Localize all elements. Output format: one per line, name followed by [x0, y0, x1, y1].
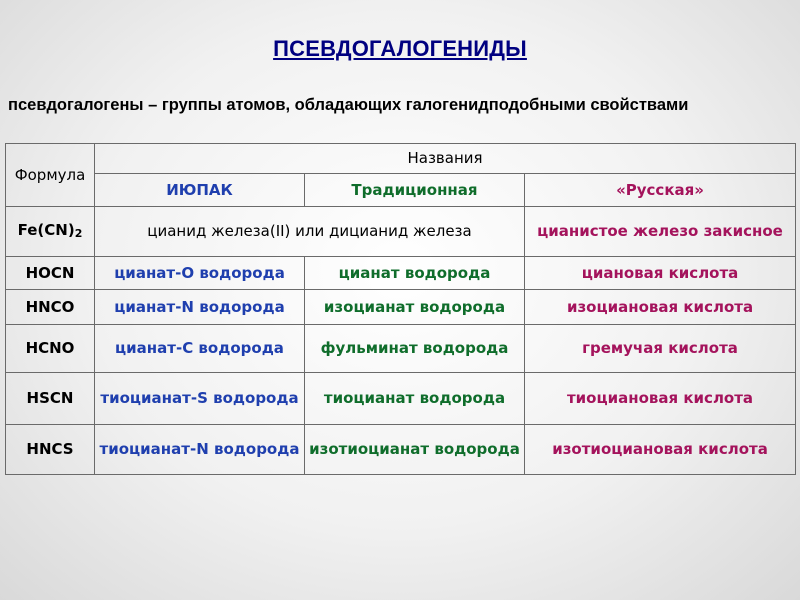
fe-russian-name: цианистое железо закисное [525, 207, 796, 257]
formula-cell: HNCS [6, 425, 95, 475]
traditional-name: изотиоцианат водорода [305, 425, 525, 475]
formula-subscript: 2 [74, 226, 83, 240]
russian-name: изотиоциановая кислота [525, 425, 796, 475]
subtitle: псевдогалогены – группы атомов, обладающих галогенидподобными свойствами [8, 96, 689, 114]
pseudohalides-table [5, 143, 796, 475]
formula-cell-fe [6, 207, 95, 257]
formula-cell: HOCN [6, 257, 95, 290]
names-header: Названия [95, 144, 796, 174]
traditional-name: тиоцианат водорода [305, 373, 525, 425]
formula-cell: HCNO [6, 325, 95, 373]
russian-name: тиоциановая кислота [525, 373, 796, 425]
fe-iupac-traditional-name: цианид железа(II) или дицианид железа [95, 207, 525, 257]
formula-cell: HSCN [6, 373, 95, 425]
russian-name: циановая кислота [525, 257, 796, 290]
formula-cell: HNCO [6, 290, 95, 325]
formula-header: Формула [6, 144, 95, 207]
traditional-name: изоцианат водорода [305, 290, 525, 325]
traditional-column-header: Традиционная [305, 174, 525, 207]
russian-name: изоциановая кислота [525, 290, 796, 325]
traditional-name: фульминат водорода [305, 325, 525, 373]
iupac-name: тиоцианат-N водорода [95, 425, 305, 475]
iupac-name: цианат-C водорода [95, 325, 305, 373]
traditional-name: цианат водорода [305, 257, 525, 290]
russian-column-header: «Русская» [525, 174, 796, 207]
page-title: ПСЕВДОГАЛОГЕНИДЫ [273, 36, 527, 61]
iupac-name: цианат-O водорода [95, 257, 305, 290]
iupac-name: тиоцианат-S водорода [95, 373, 305, 425]
iupac-name: цианат-N водорода [95, 290, 305, 325]
iupac-column-header: ИЮПАК [95, 174, 305, 207]
formula-text: Fe(CN) [17, 220, 75, 239]
russian-name: гремучая кислота [525, 325, 796, 373]
